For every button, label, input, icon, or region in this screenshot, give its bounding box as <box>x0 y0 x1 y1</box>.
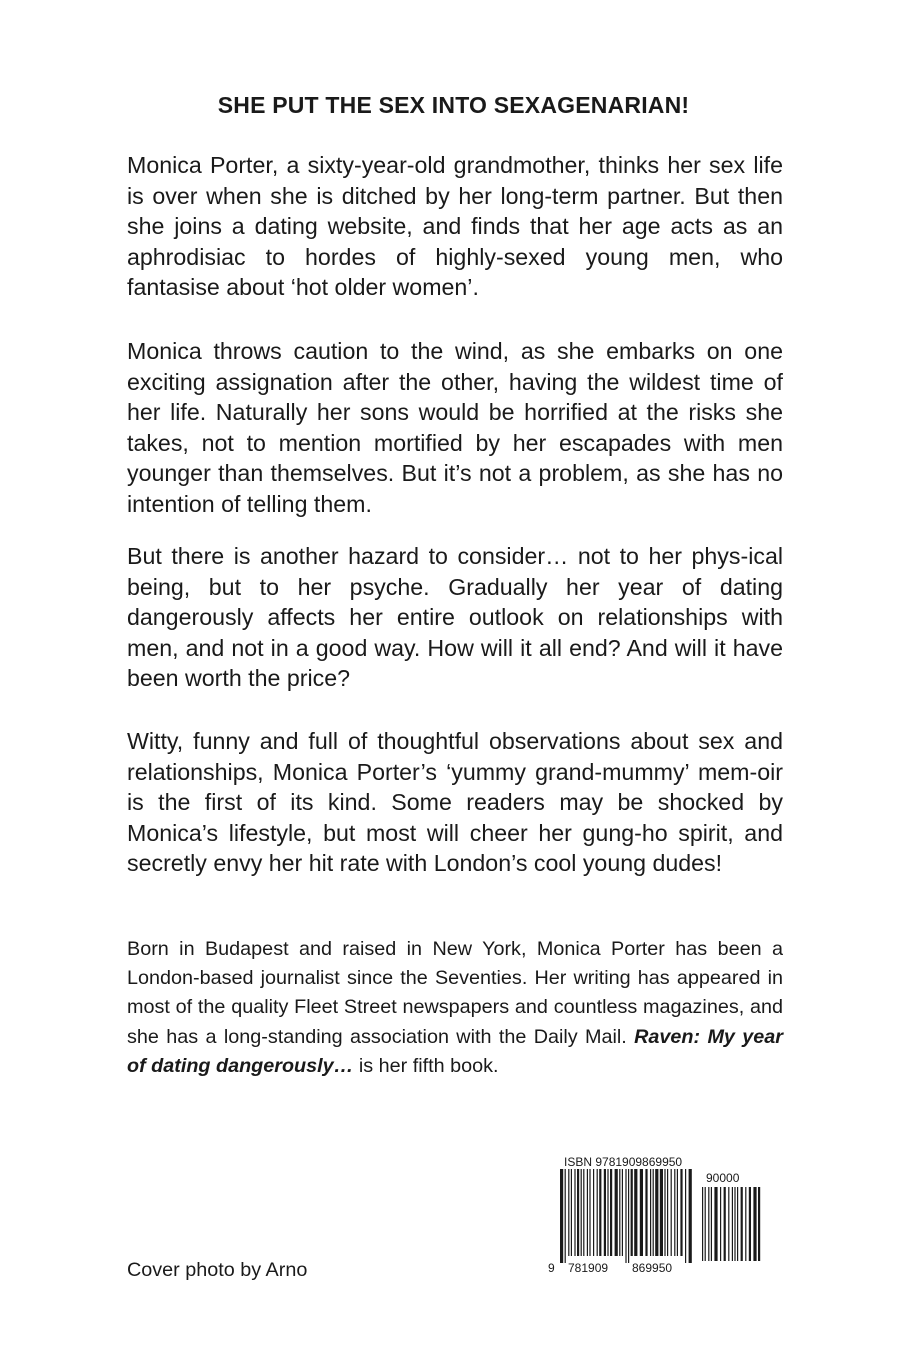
barcode-bar <box>560 1169 563 1263</box>
barcode-bar <box>708 1187 709 1261</box>
addon-barcode-bars <box>702 1187 760 1261</box>
barcode-bar <box>745 1187 746 1261</box>
barcode-first-digit: 9 <box>548 1261 555 1275</box>
blurb-paragraph-3: But there is another hazard to consider… not to her phys-ical being, but to her psyche. Gradually her year of dating dangerously affects her entire outlook on relationships with men, and not in a good way. How will it all end? And will it have been worth the price? <box>127 543 783 692</box>
barcode-bar <box>702 1187 703 1261</box>
barcode-bar <box>587 1169 588 1256</box>
author-bio-text: Born in Budapest and raised in New York, Monica Porter has been a London-based journalist since the Seventies. Her writing has appeared in most of the quality Fleet Street newspapers and countless magazines, and she has a long-standing association with the Daily Mail. <box>127 938 783 1048</box>
barcode-bar <box>645 1169 647 1256</box>
barcode-bar <box>631 1169 633 1256</box>
barcode-bar <box>728 1187 729 1261</box>
barcode-bar <box>622 1169 623 1256</box>
barcode-bar <box>664 1169 665 1256</box>
barcode-bar <box>711 1187 712 1261</box>
barcode-bar <box>610 1169 612 1256</box>
barcode-bar <box>732 1187 733 1261</box>
barcode-bar <box>607 1169 608 1256</box>
barcode-bar <box>581 1169 582 1256</box>
barcode-bar <box>674 1169 675 1256</box>
barcode-bar <box>734 1187 735 1261</box>
blurb-paragraph-4: Witty, funny and full of thoughtful observations about sex and relationships, Monica Porter’s ‘yummy grand-mummy’ mem-oir is the first of its kind. Some readers may be shocked by Monica’s lifestyle, but most will cheer her gung-ho spirit, and secretly envy her hit rate with London’s cool young dudes! <box>127 728 783 877</box>
barcode-bar <box>705 1187 706 1261</box>
book-title: Raven: My year of dating dangerously… <box>127 1025 783 1077</box>
headline: SHE PUT THE SEX INTO SEXAGENARIAN! <box>217 92 690 118</box>
addon-digits: 90000 <box>706 1171 740 1185</box>
barcode-bar <box>577 1169 579 1256</box>
barcode-bar <box>625 1169 626 1263</box>
barcode-bar <box>574 1169 575 1256</box>
isbn-barcode <box>540 1155 780 1275</box>
barcode-bar <box>753 1187 756 1261</box>
author-bio-ending: is her fifth book. <box>353 1054 499 1077</box>
barcode-bar <box>720 1187 721 1261</box>
barcode-bar <box>599 1169 601 1256</box>
barcode-left-digits: 781909 <box>568 1261 609 1275</box>
barcode-bar <box>615 1169 618 1256</box>
barcode-bar <box>619 1169 620 1256</box>
barcode-bar <box>650 1169 651 1256</box>
barcode-bar <box>737 1187 738 1261</box>
barcode-bar <box>689 1169 692 1263</box>
barcode-bar <box>628 1169 629 1263</box>
barcode-bar <box>677 1169 678 1256</box>
barcode-bar <box>660 1169 663 1256</box>
blurb-paragraph-1: Monica Porter, a sixty-year-old grandmother, thinks her sex life is over when she is ditched by her long-term partner. But then she joins a dating website, and finds that her age acts as an aphrodisiac to hordes of highly-sexed young men, who fantasise about ‘hot older women’. <box>127 152 783 301</box>
barcode-bar <box>671 1169 672 1256</box>
barcode-bar <box>589 1169 590 1256</box>
barcode-right-digits: 869950 <box>632 1261 673 1275</box>
barcode-bar <box>758 1187 760 1261</box>
barcode-bar <box>653 1169 654 1256</box>
barcode-bars <box>560 1169 692 1263</box>
barcode-bar <box>680 1169 682 1256</box>
barcode-bar <box>685 1169 686 1263</box>
barcode-bar <box>604 1169 606 1256</box>
barcode-bar <box>568 1169 569 1256</box>
barcode-bar <box>565 1169 566 1263</box>
barcode-bar <box>583 1169 584 1256</box>
author-bio <box>127 935 783 1081</box>
isbn-label: ISBN 9781909869950 <box>564 1155 683 1169</box>
photo-credit: Cover photo by Arno <box>127 1259 308 1281</box>
barcode-bar <box>571 1169 572 1256</box>
barcode-bar <box>741 1187 743 1261</box>
blurb-paragraph-2: Monica throws caution to the wind, as she embarks on one exciting assignation after the other, having the wildest time of her life. Naturally her sons would be horrified at the risks she takes, not to mention mortified by her escapades with men younger than themselves. But it’s not a problem, as she has no intention of telling them. <box>127 338 783 517</box>
barcode-bar <box>714 1187 717 1261</box>
barcode-bar <box>593 1169 594 1256</box>
barcode-bar <box>640 1169 643 1256</box>
barcode-bar <box>749 1187 751 1261</box>
barcode-bar <box>724 1187 726 1261</box>
barcode-bar <box>634 1169 637 1256</box>
barcode-bar <box>667 1169 668 1256</box>
barcode-bar <box>597 1169 598 1256</box>
barcode-bar <box>655 1169 658 1256</box>
